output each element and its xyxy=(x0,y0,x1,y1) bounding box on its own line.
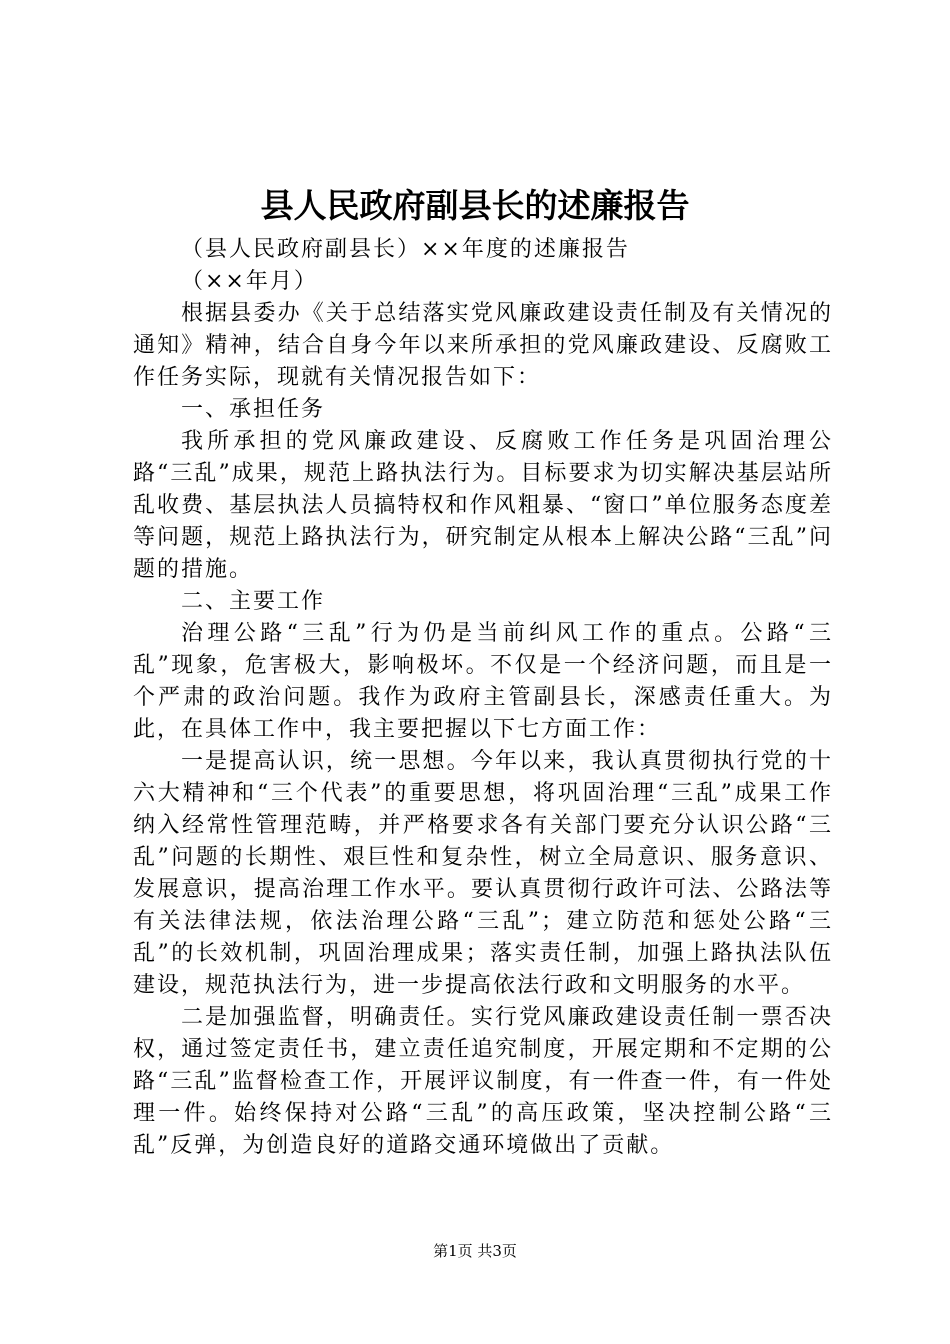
report-date: （××年月） xyxy=(181,269,318,294)
work-intro-paragraph: 治理公路“三乱”行为仍是当前纠风工作的重点。公路“三乱”现象，危害极大，影响极坏。不仅是一个经济问题，而且是一个严肃的政治问题。我作为政府主管副县长，深感责任重大。为此，在具体工作中，我主要把握以下七方面工作： xyxy=(133,621,833,742)
work-item-1-paragraph: 一是提高认识，统一思想。今年以来，我认真贯彻执行党的十六大精神和“三个代表”的重要思想，将巩固治理“三乱”成果工作纳入经常性管理范畴，并严格要求各有关部门要充分认识公路“三乱”问题的长期性、艰巨性和复杂性，树立全局意识、服务意识、发展意识，提高治理工作水平。要认真贯彻行政许可法、公路法等有关法律法规，依法治理公路“三乱”；建立防范和惩处公路“三乱”的长效机制，巩固治理成果；落实责任制，加强上路执法队伍建设，规范执法行为，进一步提高依法行政和文明服务的水平。 xyxy=(133,749,833,998)
report-subtitle: （县人民政府副县长）××年度的述廉报告 xyxy=(181,237,630,262)
page-number-footer: 第1页 共3页 xyxy=(433,1242,517,1260)
tasks-paragraph: 我所承担的党风廉政建设、反腐败工作任务是巩固治理公路“三乱”成果，规范上路执法行为。目标要求为切实解决基层站所乱收费、基层执法人员搞特权和作风粗暴、“窗口”单位服务态度差等问题，规范上路执法行为，研究制定从根本上解决公路“三乱”问题的措施。 xyxy=(133,429,833,582)
document-title: 县人民政府副县长的述廉报告 xyxy=(260,186,690,225)
section-heading-tasks: 一、承担任务 xyxy=(181,397,326,422)
work-item-2-paragraph: 二是加强监督，明确责任。实行党风廉政建设责任制一票否决权，通过签定责任书，建立责任追究制度，开展定期和不定期的公路“三乱”监督检查工作，开展评议制度，有一件查一件，有一件处理一件。始终保持对公路“三乱”的高压政策，坚决控制公路“三乱”反弹，为创造良好的道路交通环境做出了贡献。 xyxy=(133,1005,833,1158)
document-body xyxy=(133,234,833,1162)
intro-paragraph: 根据县委办《关于总结落实党风廉政建设责任制及有关情况的通知》精神，结合自身今年以来所承担的党风廉政建设、反腐败工作任务实际，现就有关情况报告如下： xyxy=(133,301,833,390)
section-heading-work: 二、主要工作 xyxy=(181,589,326,614)
